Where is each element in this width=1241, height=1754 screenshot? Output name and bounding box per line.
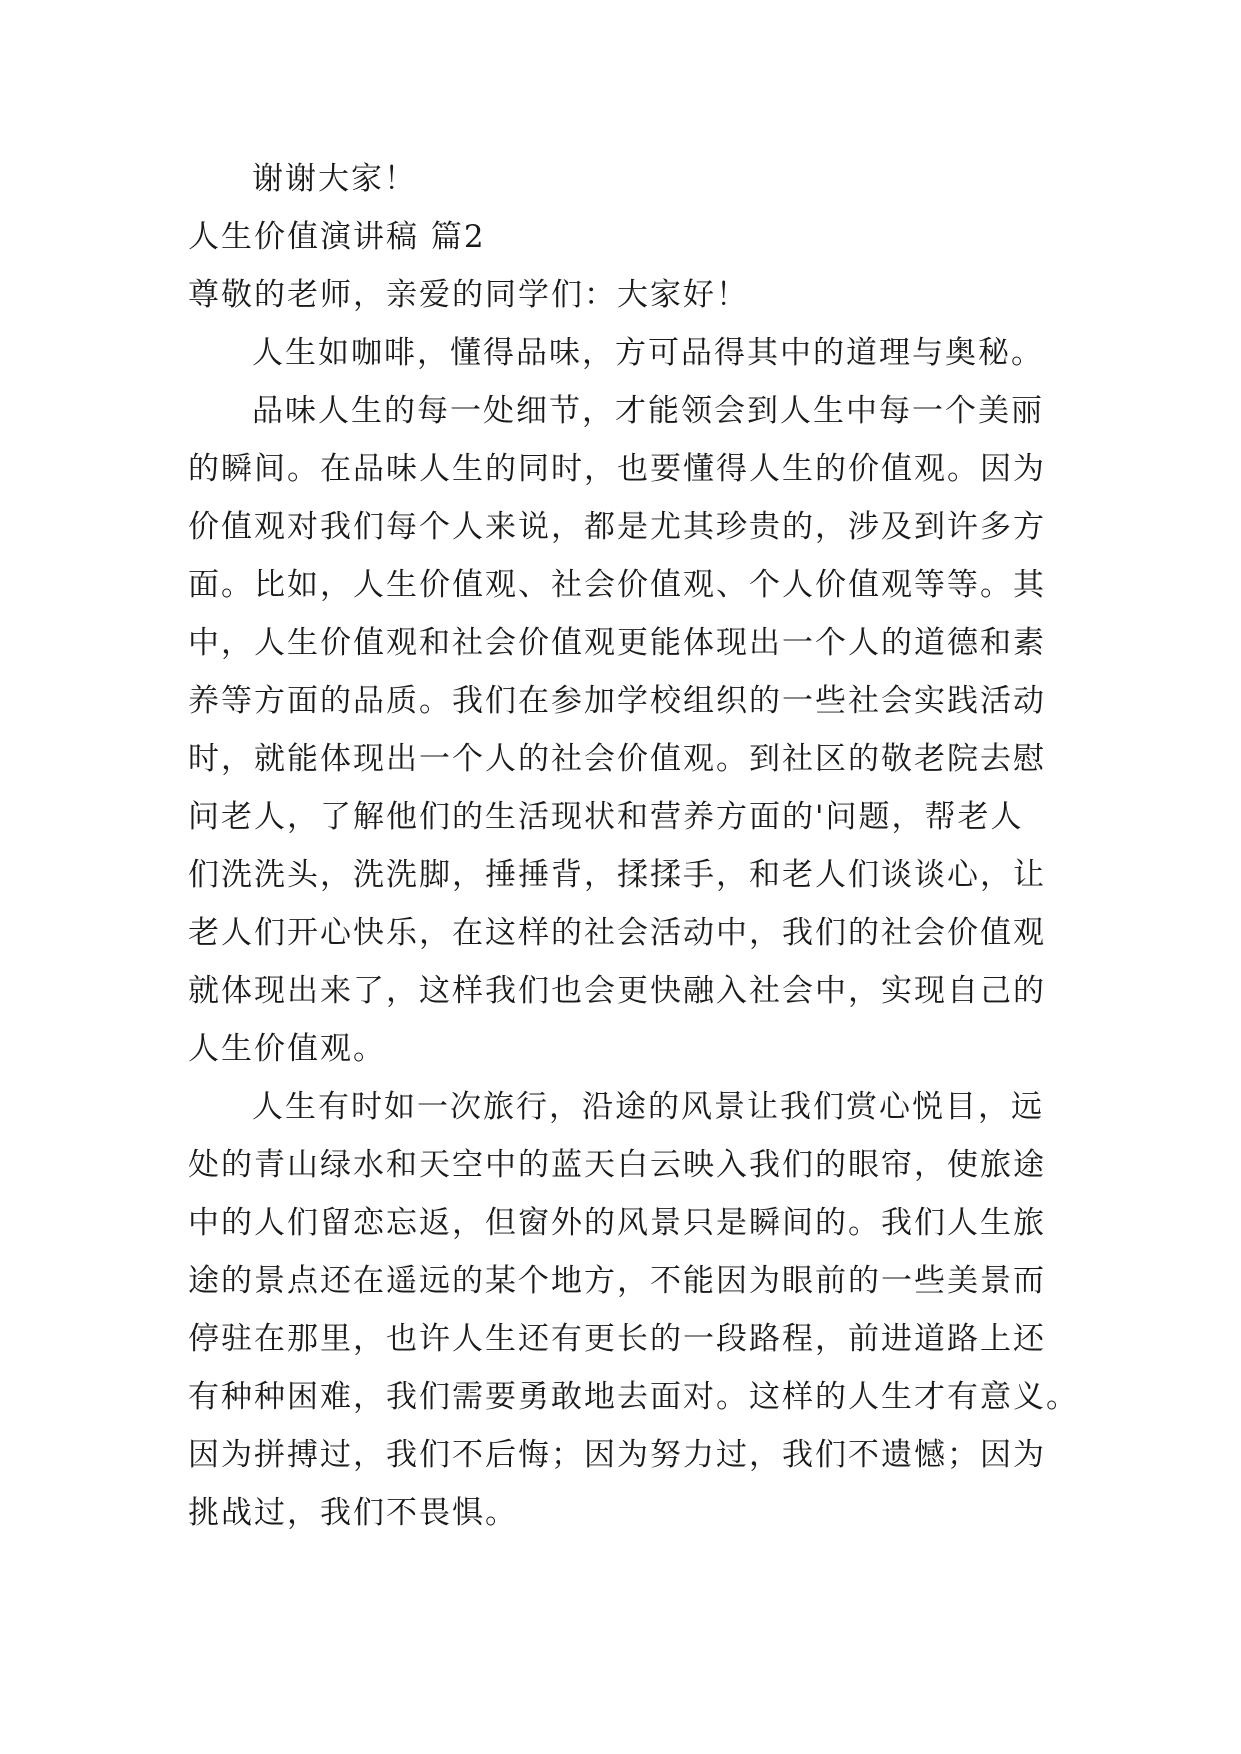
paragraph-line: 面。比如，人生价值观、社会价值观、个人价值观等等。其 [188,567,1046,603]
paragraph-line: 挑战过，我们不畏惧。 [188,1495,518,1531]
paragraph-line: 人生价值观。 [188,1031,386,1067]
greeting-line: 尊敬的老师，亲爱的同学们：大家好！ [188,277,749,313]
paragraph-line: 们洗洗头，洗洗脚，捶捶背，揉揉手，和老人们谈谈心，让 [188,857,1046,893]
paragraph-line: 人生有时如一次旅行，沿途的风景让我们赏心悦目，远 [252,1089,1044,1125]
paragraph-line: 停驻在那里，也许人生还有更长的一段路程，前进道路上还 [188,1321,1046,1357]
document-body [188,150,1079,1542]
paragraph-line: 老人们开心快乐，在这样的社会活动中，我们的社会价值观 [188,915,1046,951]
paragraph-line: 人生如咖啡，懂得品味，方可品得其中的道理与奥秘。 [252,335,1044,371]
paragraph-line: 中的人们留恋忘返，但窗外的风景只是瞬间的。我们人生旅 [188,1205,1046,1241]
section-title: 人生价值演讲稿 篇2 [188,219,486,255]
paragraph-line: 时，就能体现出一个人的社会价值观。到社区的敬老院去慰 [188,741,1046,777]
paragraph-line: 途的景点还在遥远的某个地方，不能因为眼前的一些美景而 [188,1263,1046,1299]
paragraph-line: 有种种困难，我们需要勇敢地去面对。这样的人生才有意义。 [188,1379,1079,1415]
closing-line: 谢谢大家！ [252,161,417,197]
paragraph-line: 价值观对我们每个人来说，都是尤其珍贵的，涉及到许多方 [188,509,1046,545]
paragraph-line: 因为拼搏过，我们不后悔；因为努力过，我们不遗憾；因为 [188,1437,1046,1473]
paragraph-line: 中，人生价值观和社会价值观更能体现出一个人的道德和素 [188,625,1046,661]
paragraph-line: 养等方面的品质。我们在参加学校组织的一些社会实践活动 [188,683,1046,719]
paragraph-line: 的瞬间。在品味人生的同时，也要懂得人生的价值观。因为 [188,451,1046,487]
paragraph-line: 处的青山绿水和天空中的蓝天白云映入我们的眼帘，使旅途 [188,1147,1046,1183]
paragraph-line: 问老人，了解他们的生活现状和营养方面的'问题，帮老人 [188,799,1024,835]
paragraph-line: 品味人生的每一处细节，才能领会到人生中每一个美丽 [252,393,1044,429]
paragraph-line: 就体现出来了，这样我们也会更快融入社会中，实现自己的 [188,973,1046,1009]
